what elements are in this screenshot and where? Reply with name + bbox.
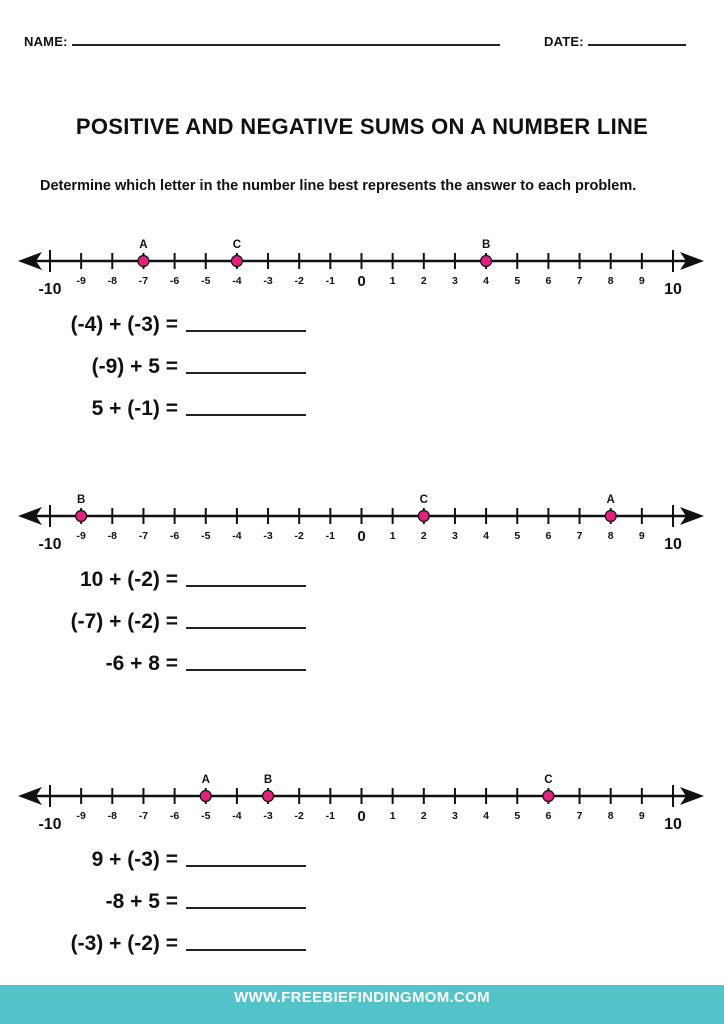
problem-expression: (-7) + (-2) = — [70, 610, 178, 633]
problem-row — [92, 391, 306, 421]
tick-label: 9 — [638, 530, 645, 542]
tick-label: -4 — [232, 810, 242, 822]
tick-label: -7 — [138, 810, 149, 822]
tick-label: 6 — [545, 275, 552, 287]
point-marker-c — [418, 511, 429, 522]
tick-label: -9 — [76, 810, 86, 822]
tick-label: 10 — [664, 816, 682, 833]
problem-expression: -8 + 5 = — [105, 890, 178, 913]
tick-label: -5 — [201, 530, 211, 542]
tick-label: 1 — [389, 530, 396, 542]
number-line-3 — [0, 765, 724, 835]
answer-blank[interactable] — [186, 627, 306, 629]
tick-label: 4 — [483, 530, 490, 542]
problem-expression: 10 + (-2) = — [79, 568, 178, 591]
problem-expression: (-4) + (-3) = — [70, 313, 178, 336]
problem-expression: 5 + (-1) = — [91, 397, 178, 420]
page-title: POSITIVE AND NEGATIVE SUMS ON A NUMBER LINE — [75, 114, 649, 139]
point-marker-a — [200, 791, 211, 802]
tick-label: -3 — [263, 530, 273, 542]
answer-blank[interactable] — [186, 949, 306, 951]
problem-row — [71, 926, 306, 956]
tick-label: 1 — [389, 810, 396, 822]
point-marker-a — [605, 511, 616, 522]
answer-blank[interactable] — [186, 330, 306, 332]
problem-row — [106, 646, 306, 676]
tick-label: -1 — [325, 275, 336, 287]
tick-label: 2 — [420, 530, 427, 542]
problem-row — [92, 349, 306, 379]
problem-row — [80, 562, 306, 592]
tick-label: 9 — [638, 810, 645, 822]
problem-expression: -6 + 8 = — [105, 652, 178, 675]
number-line-2 — [0, 485, 724, 555]
tick-label: 0 — [357, 528, 366, 545]
tick-label: 5 — [514, 810, 521, 822]
tick-label: -6 — [169, 275, 180, 287]
tick-label: -7 — [138, 530, 149, 542]
date-field[interactable] — [544, 34, 686, 49]
tick-label: 7 — [576, 275, 583, 287]
tick-label: -1 — [325, 810, 336, 822]
point-label-c: C — [232, 239, 242, 251]
name-label: NAME: — [24, 34, 68, 49]
tick-label: 10 — [664, 536, 682, 553]
answer-blank[interactable] — [186, 372, 306, 374]
tick-label: -2 — [294, 530, 304, 542]
number-line-1 — [0, 230, 724, 300]
tick-label: 5 — [514, 530, 521, 542]
answer-blank[interactable] — [186, 414, 306, 416]
tick-label: -3 — [263, 810, 273, 822]
tick-label: 5 — [514, 275, 521, 287]
name-input-line[interactable] — [72, 43, 500, 46]
problem-row — [92, 842, 306, 872]
tick-label: -1 — [325, 530, 336, 542]
tick-label: -10 — [38, 281, 62, 298]
point-marker-b — [481, 256, 492, 267]
point-marker-c — [231, 256, 242, 267]
point-label-c: C — [544, 774, 553, 786]
name-field[interactable] — [24, 34, 500, 49]
tick-label: 10 — [664, 281, 682, 298]
tick-label: 2 — [420, 810, 427, 822]
answer-blank[interactable] — [186, 585, 306, 587]
footer-banner — [0, 985, 724, 1024]
tick-label: -6 — [169, 810, 180, 822]
tick-label: 0 — [357, 273, 366, 290]
tick-label: -10 — [38, 816, 62, 833]
tick-label: -7 — [138, 275, 149, 287]
tick-label: 8 — [607, 275, 614, 287]
instructions: Determine which letter in the number line best represents the answer to each problem. — [40, 178, 637, 194]
point-label-a: A — [201, 774, 210, 786]
tick-label: -8 — [107, 810, 117, 822]
problem-row — [71, 307, 306, 337]
tick-label: -9 — [76, 275, 86, 287]
point-label-c: C — [419, 494, 428, 506]
tick-label: 3 — [452, 530, 458, 542]
answer-blank[interactable] — [186, 865, 306, 867]
tick-label: 7 — [576, 810, 583, 822]
tick-label: 1 — [389, 275, 396, 287]
point-marker-b — [263, 791, 274, 802]
tick-label: 0 — [357, 808, 366, 825]
tick-label: -2 — [294, 810, 304, 822]
answer-blank[interactable] — [186, 669, 306, 671]
tick-label: -2 — [294, 275, 304, 287]
point-marker-a — [138, 256, 149, 267]
tick-label: 9 — [638, 275, 645, 287]
tick-label: 4 — [483, 810, 490, 822]
tick-label: 3 — [452, 810, 458, 822]
tick-label: -8 — [107, 530, 117, 542]
date-input-line[interactable] — [588, 43, 686, 46]
tick-label: -4 — [232, 275, 242, 287]
point-label-b: B — [76, 494, 86, 506]
problem-expression: 9 + (-3) = — [91, 848, 178, 871]
point-label-a: A — [139, 239, 148, 251]
tick-label: -3 — [263, 275, 273, 287]
tick-label: -5 — [201, 810, 211, 822]
tick-label: -5 — [201, 275, 211, 287]
tick-label: 4 — [483, 275, 490, 287]
tick-label: -6 — [169, 530, 180, 542]
answer-blank[interactable] — [186, 907, 306, 909]
tick-label: -10 — [38, 536, 62, 553]
tick-label: 6 — [545, 810, 552, 822]
point-label-a: A — [606, 494, 615, 506]
problem-expression: (-3) + (-2) = — [70, 932, 178, 955]
point-label-b: B — [263, 774, 273, 786]
problem-row — [106, 884, 306, 914]
point-label-b: B — [481, 239, 491, 251]
tick-label: 8 — [607, 810, 614, 822]
tick-label: 7 — [576, 530, 583, 542]
point-marker-c — [543, 791, 554, 802]
tick-label: 6 — [545, 530, 552, 542]
tick-label: -4 — [232, 530, 242, 542]
problem-row — [71, 604, 306, 634]
date-label: DATE: — [544, 34, 584, 49]
problem-expression: (-9) + 5 = — [91, 355, 178, 378]
tick-label: -9 — [76, 530, 86, 542]
tick-label: 3 — [452, 275, 458, 287]
tick-label: 2 — [420, 275, 427, 287]
tick-label: 8 — [607, 530, 614, 542]
tick-label: -8 — [107, 275, 117, 287]
footer-url[interactable]: WWW.FREEBIEFINDINGMOM.COM — [234, 989, 490, 1006]
point-marker-b — [76, 511, 87, 522]
